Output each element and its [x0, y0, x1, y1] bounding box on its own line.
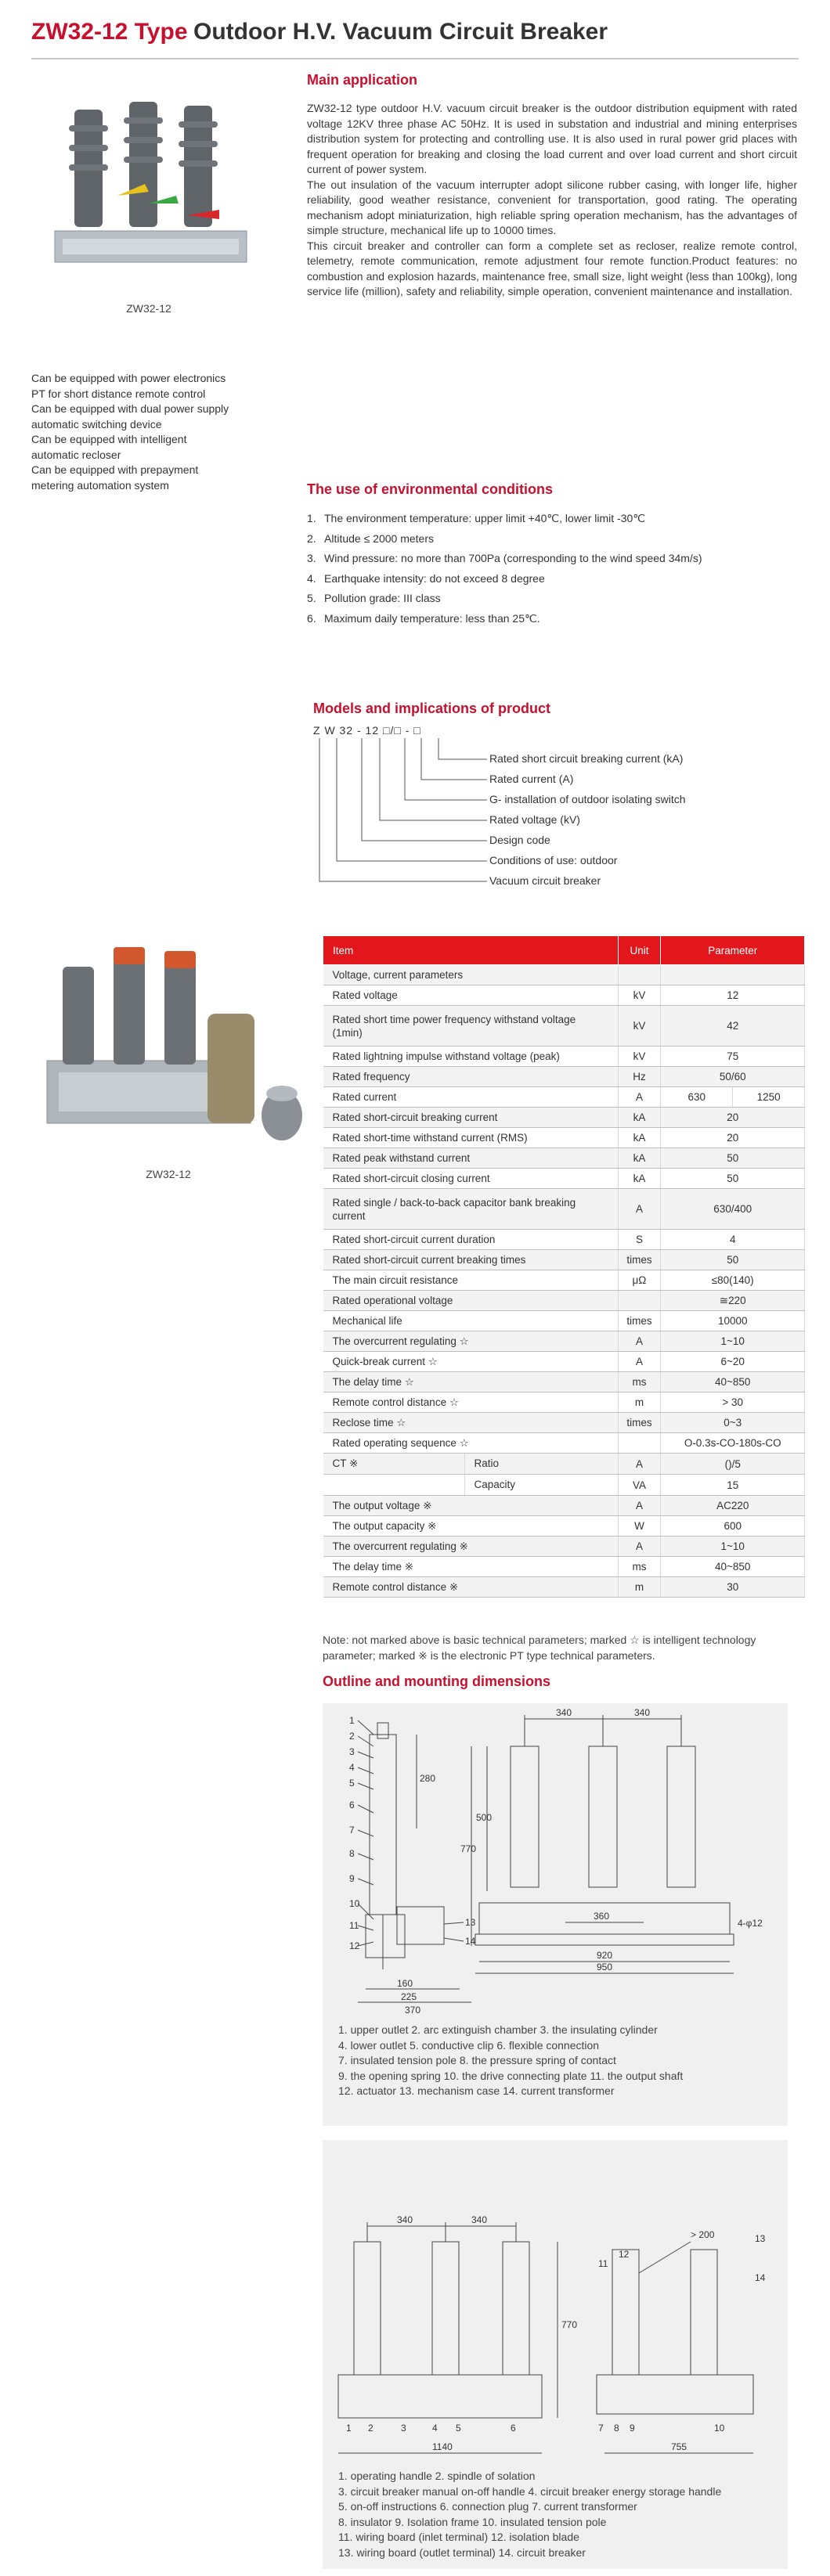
- part-number-label: 10: [714, 2423, 725, 2434]
- page-title: Outdoor H.V. Vacuum Circuit Breaker: [193, 19, 608, 45]
- part-number-label: 14: [465, 1936, 476, 1947]
- part-number-label: 13: [755, 2233, 766, 2244]
- paragraph: ZW32-12 type outdoor H.V. vacuum circuit breaker is the outdoor distribution equipment with rated voltage 12KV three phase AC 50Hz. It is used in substation and industrial and mining enterprises distribution system for protecting and controlling use. It is also used in rural power grid places with frequent operation for breaking and closing the load current and over load current and short circuit current of power system.: [307, 102, 797, 175]
- legend-line: 3. circuit breaker manual on-off handle 4. circuit breaker energy storage handle: [338, 2484, 722, 2498]
- part-number-label: 12: [619, 2249, 630, 2260]
- table-row: Rated peak withstand current kA 50: [323, 1148, 805, 1169]
- part-number-label: 6: [349, 1800, 355, 1810]
- page-header: [31, 17, 799, 59]
- part-number-label: 3: [349, 1746, 355, 1757]
- legend-line: 8. insulator 9. Isolation frame 10. insulated tension pole: [338, 2515, 607, 2528]
- legend-line: 4. lower outlet 5. conductive clip 6. flexible connection: [338, 2038, 600, 2052]
- table-row: Rated short-time withstand current (RMS) kA 20: [323, 1128, 805, 1148]
- paragraph: The out insulation of the vacuum interrupter adopt silicone rubber casing, with longer life, higher reliability, good weather resistance, convenient for transportation, good rating. The operating mechanism adopt miniaturization, high reliable spring operation mechanism, has the advantages of simple structure, mechanical life up to 10000 times.: [307, 178, 797, 236]
- table-row: Rated short-circuit closing current kA 50: [323, 1169, 805, 1189]
- model-label: Design code: [489, 834, 550, 846]
- part-number-label: 9: [349, 1873, 355, 1884]
- product-1-caption: ZW32-12: [126, 302, 171, 315]
- dimension-label: 370: [405, 2005, 421, 2016]
- feature-list: [31, 371, 282, 493]
- list-item: 2. Altitude ≤ 2000 meters: [307, 531, 434, 545]
- table-row: Rated frequency Hz 50/60: [323, 1067, 805, 1087]
- dimension-label: 920: [597, 1950, 613, 1961]
- model-label: Rated short circuit breaking current (kA): [489, 752, 684, 765]
- part-number-label: 1: [346, 2423, 352, 2434]
- table-row: The output voltage ※ A AC220: [323, 1496, 805, 1516]
- part-number-label: 7: [598, 2423, 604, 2434]
- dimension-label: 340: [556, 1707, 572, 1718]
- product-type-label: ZW32-12 Type: [31, 19, 188, 45]
- table-row: Voltage, current parameters: [323, 965, 805, 985]
- dimension-label: > 200: [691, 2229, 715, 2240]
- part-number-label: 12: [349, 1940, 360, 1951]
- product-photo-2: [31, 935, 305, 1162]
- table-header-row: [323, 936, 805, 965]
- legend-line: 11. wiring board (inlet terminal) 12. isolation blade: [338, 2531, 579, 2543]
- legend-line: 13. wiring board (outlet terminal) 14. circuit breaker: [338, 2545, 586, 2559]
- list-item: 5. Pollution grade: III class: [307, 592, 441, 604]
- part-number-label: 9: [630, 2423, 635, 2434]
- part-number-label: 8: [614, 2423, 619, 2434]
- table-row: Rated operational voltage ≅220: [323, 1291, 805, 1311]
- table-row: The delay time ※ ms 40~850: [323, 1557, 805, 1577]
- drawing-2-svg: [323, 2140, 788, 2477]
- dimension-label: 950: [597, 1962, 613, 1973]
- outline-title: Outline and mounting dimensions: [323, 1673, 550, 1689]
- part-number-label: 7: [349, 1825, 355, 1836]
- part-number-label: 10: [349, 1898, 360, 1909]
- environment-list: [307, 509, 792, 629]
- model-label: Rated current (A): [489, 773, 574, 785]
- dimension-label: 1140: [432, 2441, 453, 2452]
- list-item: 4. Earthquake intensity: do not exceed 8 degree: [307, 571, 545, 585]
- legend-line: 7. insulated tension pole 8. the pressure spring of contact: [338, 2054, 616, 2066]
- dimension-label: 340: [634, 1707, 651, 1718]
- table-row: Mechanical life times 10000: [323, 1311, 805, 1331]
- part-number-label: 3: [401, 2423, 406, 2434]
- part-number-label: 14: [755, 2272, 766, 2283]
- dimension-label: 340: [397, 2214, 413, 2225]
- part-number-label: 5: [349, 1778, 355, 1789]
- table-note: Note: not marked above is basic technical parameters; marked ☆ is intelligent technology parameter; marked ※ is the electronic PT type technical parameters.: [323, 1634, 756, 1662]
- feature-line: PT for short distance remote control: [31, 387, 206, 400]
- models-title: Models and implications of product: [313, 701, 551, 716]
- model-leader-lines: [313, 724, 493, 888]
- dimension-label: 225: [401, 1991, 417, 2002]
- model-code-diagram: [313, 724, 752, 888]
- drawing-1-svg: [323, 1703, 788, 2016]
- feature-line: metering automation system: [31, 478, 169, 492]
- dimension-label: 755: [671, 2441, 687, 2452]
- table-row: The overcurrent regulating ※ A 1~10: [323, 1537, 805, 1557]
- parameter-table: [323, 935, 805, 1598]
- main-application-text: [307, 101, 797, 300]
- model-label: Conditions of use: outdoor: [489, 854, 618, 866]
- part-number-label: 11: [598, 2258, 608, 2269]
- table-row: Rated short-circuit breaking current kA 20: [323, 1108, 805, 1128]
- outline-drawing-1: [323, 1703, 788, 2126]
- table-row: Reclose time ☆ times 0~3: [323, 1413, 805, 1433]
- dimension-label: 280: [420, 1773, 436, 1784]
- table-row: Capacity VA 15: [323, 1475, 805, 1496]
- outline-drawing-2: [323, 2140, 788, 2569]
- legend-line: 1. operating handle 2. spindle of solation: [338, 2470, 536, 2482]
- table-row: Remote control distance ※ m 30: [323, 1577, 805, 1598]
- table-row: Rated current A 630 1250: [323, 1087, 805, 1108]
- product-2-caption: ZW32-12: [146, 1168, 191, 1180]
- part-number-label: 4: [432, 2423, 438, 2434]
- feature-line: automatic switching device: [31, 417, 162, 431]
- table-row: The main circuit resistance μΩ ≤80(140): [323, 1270, 805, 1291]
- part-number-label: 5: [456, 2423, 461, 2434]
- list-item: 3. Wind pressure: no more than 700Pa (corresponding to the wind speed 34m/s): [307, 552, 702, 564]
- table-row: Remote control distance ☆ m > 30: [323, 1392, 805, 1413]
- list-item: 1. The environment temperature: upper limit +40℃, lower limit -30℃: [307, 512, 645, 524]
- legend-line: 1. upper outlet 2. arc extinguish chamber 3. the insulating cylinder: [338, 2023, 658, 2036]
- model-label: Vacuum circuit breaker: [489, 874, 601, 887]
- model-label: Rated voltage (kV): [489, 813, 580, 826]
- legend-line: 5. on-off instructions 6. connection plug 7. current transformer: [338, 2500, 637, 2513]
- table-row: Rated short time power frequency withstand voltage (1min) kV 42: [323, 1006, 805, 1047]
- drawing-1-legend: [338, 2023, 777, 2099]
- table-row: Rated short-circuit current duration S 4: [323, 1230, 805, 1250]
- dimension-label: 4-φ12: [738, 1918, 763, 1929]
- feature-line: Can be equipped with power electronics: [31, 372, 226, 384]
- table-row: Rated voltage kV 12: [323, 985, 805, 1006]
- product-photo-1: [31, 86, 266, 290]
- dimension-label: 770: [460, 1843, 477, 1854]
- part-number-label: 8: [349, 1848, 355, 1859]
- table-row: Quick-break current ☆ A 6~20: [323, 1352, 805, 1372]
- part-number-label: 13: [465, 1917, 476, 1928]
- dimension-label: 340: [471, 2214, 488, 2225]
- main-application-title: Main application: [307, 72, 418, 88]
- feature-line: Can be equipped with intelligent: [31, 433, 187, 445]
- column-header: Parameter: [661, 936, 805, 965]
- feature-line: Can be equipped with prepayment: [31, 463, 199, 476]
- part-number-label: 4: [349, 1762, 355, 1773]
- part-number-label: 1: [349, 1715, 355, 1726]
- list-item: 6. Maximum daily temperature: less than 25℃.: [307, 611, 540, 625]
- legend-line: 9. the opening spring 10. the drive connecting plate 11. the output shaft: [338, 2069, 684, 2082]
- table-row: The delay time ☆ ms 40~850: [323, 1372, 805, 1392]
- feature-line: Can be equipped with dual power supply: [31, 402, 229, 415]
- model-label: G- installation of outdoor isolating switch: [489, 793, 686, 805]
- paragraph: This circuit breaker and controller can form a complete set as recloser, realize remote control, telemetry, remote communication, remote adjustment four remote function.Product features: no combustion and explosion hazards, maintenance free, small size, light weight (less than 100kg), long service life (million), safety and reliability, simple operation, convenient maintenance and installation.: [307, 239, 797, 297]
- part-number-label: 2: [349, 1731, 355, 1742]
- column-header: Unit: [618, 936, 661, 965]
- table-row: Rated operating sequence ☆ O-0.3s-CO-180s-CO: [323, 1433, 805, 1454]
- part-number-label: 2: [368, 2423, 374, 2434]
- dimension-label: 360: [594, 1911, 610, 1922]
- table-row: The overcurrent regulating ☆ A 1~10: [323, 1331, 805, 1352]
- table-row: Rated single / back-to-back capacitor bank breaking current A 630/400: [323, 1189, 805, 1230]
- table-row: CT ※ Ratio A ()/5: [323, 1454, 805, 1475]
- drawing-2-legend: [338, 2469, 777, 2560]
- environment-title: The use of environmental conditions: [307, 481, 554, 497]
- feature-line: automatic recloser: [31, 448, 121, 461]
- model-code: Z W 32 - 12 □/□ - □: [313, 724, 421, 737]
- column-header: Item: [323, 936, 619, 965]
- table-row: Rated short-circuit current breaking times times 50: [323, 1250, 805, 1270]
- dimension-label: 500: [476, 1812, 493, 1823]
- table-row: The output capacity ※ W 600: [323, 1516, 805, 1537]
- dimension-label: 160: [397, 1978, 413, 1989]
- part-number-label: 11: [349, 1920, 359, 1931]
- legend-line: 12. actuator 13. mechanism case 14. current transformer: [338, 2084, 615, 2097]
- dimension-label: 770: [561, 2319, 578, 2330]
- table-row: Rated lightning impulse withstand voltage (peak) kV 75: [323, 1047, 805, 1067]
- part-number-label: 6: [511, 2423, 516, 2434]
